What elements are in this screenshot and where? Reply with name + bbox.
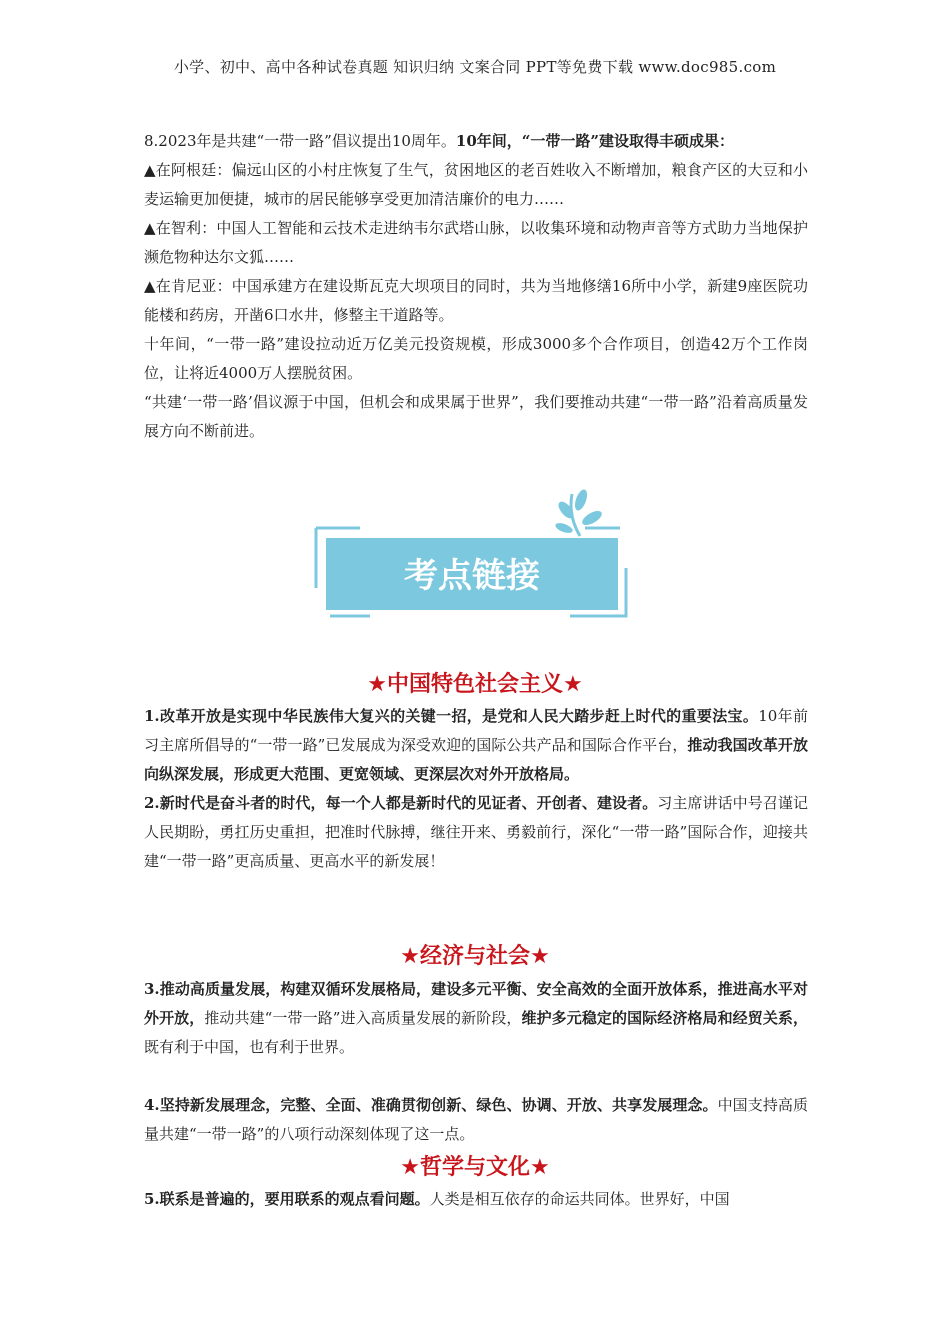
paragraph-kenya: ▲在肯尼亚：中国承建方在建设斯瓦克大坝项目的同时，共为当地修缮16所中小学，新建9座医院功能楼和药房，开凿6口水井，修整主干道路等。 bbox=[144, 277, 808, 324]
heading-philosophy bbox=[0, 1150, 950, 1181]
point-3 bbox=[144, 975, 808, 1062]
heading-title: 中国特色社会主义 bbox=[386, 672, 563, 697]
banner-graphic bbox=[310, 488, 640, 628]
point-2 bbox=[144, 789, 808, 876]
point-3-bold-2: 维护多元稳定的国际经济格局和经贸关系， bbox=[521, 1009, 808, 1027]
point-5 bbox=[144, 1185, 808, 1214]
point-1-bold-2: 推动我国改革开放向纵深发展，形成更大范围、更宽领域、更深层次对外开放格局。 bbox=[144, 736, 808, 783]
point-4-text: 中国支持高质量共建“一带一路”的八项行动深刻体现了这一点。 bbox=[144, 1096, 808, 1143]
point-5-text: 人类是相互依存的命运共同体。世界好，中国 bbox=[429, 1190, 730, 1208]
section-8 bbox=[144, 127, 808, 446]
point-3-text-2: 既有利于中国，也有利于世界。 bbox=[144, 1038, 355, 1056]
star-icon: ★ bbox=[400, 1155, 420, 1180]
point-1-text: 10年前习主席所倡导的“一带一路”已发展成为深受欢迎的国际公共产品和国际合作平台， bbox=[144, 707, 808, 754]
points-3-4 bbox=[144, 975, 808, 1149]
paragraph-decade: 十年间，“一带一路”建设拉动近万亿美元投资规模，形成3000多个合作项目，创造42万个工作岗位，让将近4000万人摆脱贫困。 bbox=[144, 335, 808, 382]
star-icon: ★ bbox=[530, 1155, 550, 1180]
star-icon: ★ bbox=[367, 672, 387, 697]
paragraph-chile: ▲在智利：中国人工智能和云技术走进纳韦尔武塔山脉，以收集环境和动物声音等方式助力当地保护濒危物种达尔文狐…… bbox=[144, 219, 808, 266]
point-5-block bbox=[144, 1185, 808, 1214]
point-2-bold: 2.新时代是奋斗者的时代，每一个人都是新时代的见证者、开创者、建设者。 bbox=[144, 794, 658, 812]
paragraph-argentina: ▲在阿根廷：偏远山区的小村庄恢复了生气，贫困地区的老百姓收入不断增加，粮食产区的大豆和小麦运输更加便捷，城市的居民能够享受更加清洁廉价的电力…… bbox=[144, 161, 808, 208]
point-4 bbox=[144, 1091, 808, 1149]
kaodian-banner bbox=[310, 488, 640, 628]
point-3-bold: 3.推动高质量发展，构建双循环发展格局，建设多元平衡、安全高效的全面开放体系，推进高水平对外开放， bbox=[144, 980, 808, 1027]
point-4-bold: 4.坚持新发展理念，完整、全面、准确贯彻创新、绿色、协调、开放、共享发展理念。 bbox=[144, 1096, 718, 1114]
heading-economy bbox=[0, 939, 950, 970]
paragraph-lead bbox=[144, 127, 808, 156]
heading-title: 哲学与文化 bbox=[419, 1155, 530, 1180]
point-3-text: 推动共建“一带一路”进入高质量发展的新阶段， bbox=[204, 1009, 522, 1027]
star-icon: ★ bbox=[530, 944, 550, 969]
point-1 bbox=[144, 702, 808, 789]
heading-socialism bbox=[0, 667, 950, 698]
star-icon: ★ bbox=[563, 672, 583, 697]
page-header: 小学、初中、高中各种试卷真题 知识归纳 文案合同 PPT等免费下载 www.doc985.com bbox=[173, 58, 777, 76]
points-1-2 bbox=[144, 702, 808, 876]
star-icon: ★ bbox=[400, 944, 420, 969]
point-1-bold: 1.改革开放是实现中华民族伟大复兴的关键一招，是党和人民大踏步赶上时代的重要法宝。 bbox=[144, 707, 759, 725]
point-2-text: 习主席讲话中号召谨记人民期盼，勇扛历史重担，把准时代脉搏，继往开来、勇毅前行，深化“一带一路”国际合作，迎接共建“一带一路”更高质量、更高水平的新发展！ bbox=[144, 794, 808, 870]
banner-title: 考点链接 bbox=[404, 556, 540, 596]
lead-bold-text: 10年间，“一带一路”建设取得丰硕成果： bbox=[455, 132, 735, 150]
heading-title: 经济与社会 bbox=[419, 944, 530, 969]
lead-text: 8.2023年是共建“一带一路”倡议提出10周年。 bbox=[144, 132, 456, 150]
point-5-bold: 5.联系是普遍的，要用联系的观点看问题。 bbox=[144, 1190, 430, 1208]
paragraph-quote: “共建‘一带一路’倡议源于中国，但机会和成果属于世界”，我们要推动共建“一带一路”沿着高质量发展方向不断前进。 bbox=[144, 393, 808, 440]
